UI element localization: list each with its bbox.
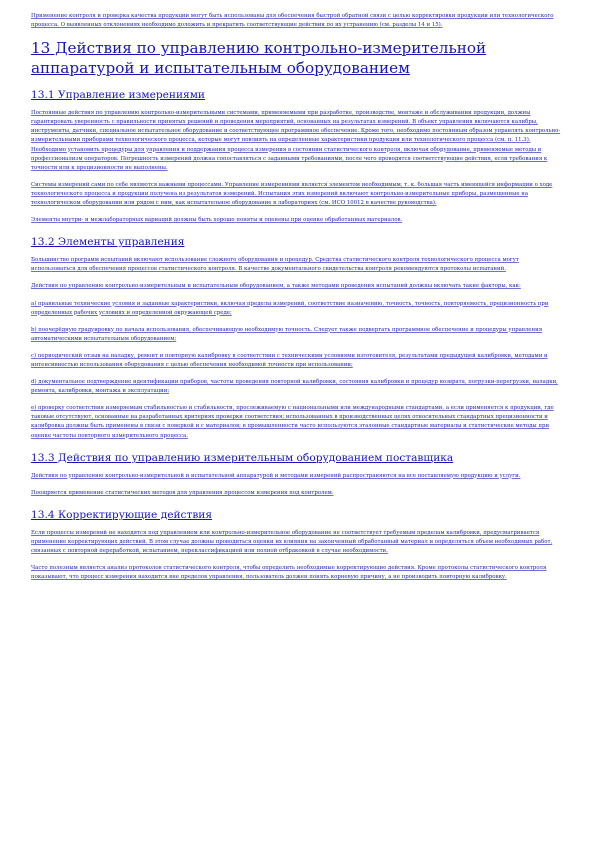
list-item-b: b) поочерёдную градуировку по начала использования, обеспечивающую необходимую точность. Следует также подвергать программное обеспечение и процедуры управления автоматическими испытательным оборудованием; <box>31 326 543 342</box>
paragraph: Постоянные действия по управлению контрольно-измерительными системами, применяемыми при разработке, производстве, монтаже и обслуживании продукции, должны гарантировать уверенность с правильности принятых решений и проведения мероприятий, основанных на результатах измерений. В объект управления включаются калибры, инструменты, датчики, специальное испытательное оборудование и соответствующее программное обеспечение. Кроме того, необходимо постоянным образом управлять контрольно-измерительными приборами технологического процесса, которые могут повлиять на определенные характеристики продукции или технологического процесса (см. п. 11.3). Необходимо установить процедуры для управления и поддержания процесса измерения в состоянии статистического контроля, включая оборудование, применяемые методы и профессионализм операторов. Погрешность измерений должна сопоставляться с заданными требованиями, после чего проводятся соответствующие действия, если требования к точности или к прецизионности не выполнены. <box>31 110 561 171</box>
list-item-a: a) правильные технические условия и заданные характеристики, включая пределы измерений, соответствие назначению, точность, точность, повторяемость, прецизионность при определенных рабочих условиях и определенной окружающей среде; <box>31 300 549 316</box>
intro-paragraph: Применение контроля и проверка качества продукции могут быть использованы для обеспечения быстрой обратной связи с целью корректировки продукции или технологического процесса. О выявленных отклонениях необходимо доложить и прекратить соответствующие действия по их устранению (см. разделы 14 и 15). <box>31 13 554 29</box>
section-title: 13 Действия по управлению контрольно-измерительной аппаратурой и испытательным оборудованием <box>31 39 487 78</box>
subsection-title-13-4: 13.4 Корректирующие действия <box>31 508 213 521</box>
subsection-title-13-1: 13.1 Управление измерениями <box>31 89 205 102</box>
paragraph: Действия по управлению контрольно-измерительным и испытательным оборудованием, а также методами проведения испытаний должны включать такие факторы, как: <box>31 283 521 290</box>
list-item-d: d) документальное подтверждение идентификации приборов, частоты проведения повторной калибровки, состояния калибровки и процедур возврата, погрузки-перегрузки, наладки, ремонта, калибровки, монтажа и эксплуатации; <box>31 379 558 395</box>
list-item-c: c) периодический отзыв на наладку, ремонт и повторную калибровку в соответствии с техническими условиями изготовителя, результатами предыдущей калибровки, методами и интенсивностью использования оборудования с целью обеспечения необходимой точности при использовании; <box>31 352 548 368</box>
paragraph: Поощряется применение статистических методов для управления процессом измерения под контролем. <box>31 489 334 496</box>
list-item-e: e) проверку соответствия измеряемым стабильностью и стабильности, прослеживаемую с национальными или международными стандартами, а если применяется к продукции, где таковые отсутствуют, основанные на разработанных критериях проверки соответствия; использованных в производственных целях относительных стандартных прецизионности и калибровка должны быть применены в связи с поверкой и с материалов; в промышленности часто используются эталонные стандартные материалы и статистические методы при оценке частоты повторного измерительного процесса. <box>31 405 554 439</box>
paragraph: Большинство программ испытаний включают использование сложного оборудования и процедур. Средства статистического контроля технологического процесса могут использоваться для обеспечения процессов статистического контроля. В качестве документального свидетельства контроля рекомендуются протоколы испытаний. <box>31 257 519 273</box>
subsection-title-13-2: 13.2 Элементы управления <box>31 236 185 249</box>
paragraph: Часто полезным является анализ протоколов статистического контроля, чтобы определить необходимые корректирующие действия. Кроме протоколы статистического контроля показывают, что процесс измерения находится вне пределов управления, пользователь должен понять корневую причину, а не производить повторную калибровку. <box>31 565 547 581</box>
subsection-title-13-3: 13.3 Действия по управлению измерительным оборудованием поставщика <box>31 451 454 464</box>
paragraph: Действия по управлению контрольно-измерительной и испытательной аппаратурой и методами измерений распространяются на все поставляемую продукцию и услуги. <box>31 472 521 479</box>
paragraph: Если процессы измерений не находятся под управлением или контрольно-измерительное оборудование не соответствует требуемым пределам калибровки, предусматривается применение корректирующих действий. В этом случае должны проводиться оценки их влияния на законченный обработанный материал и определяться объем необходимых работ, связанных с повторной переработкой, испытанием, переклассификацией или полной отбраковкой в случае необходимости. <box>31 529 553 554</box>
paragraph: Системы измерений сами по себе являются важными процессами. Управление измерениями является элементом необходимым, т. к. большая часть имеющейся информации о ходе технологического процесса и продукции получена из результатов измерений. Испытания этих измерений включают контрольно-измерительные приборы, размещенные на технологическом оборудовании или рядом с ним, как испытательное оборудование в лабораториях (см. ИСО 10012 в качестве руководства). <box>31 181 553 207</box>
paragraph: Элементы внутри- и межлабораторных вариаций должны быть хорошо поняты и оценены при оценке обработанных материалов. <box>31 217 403 224</box>
